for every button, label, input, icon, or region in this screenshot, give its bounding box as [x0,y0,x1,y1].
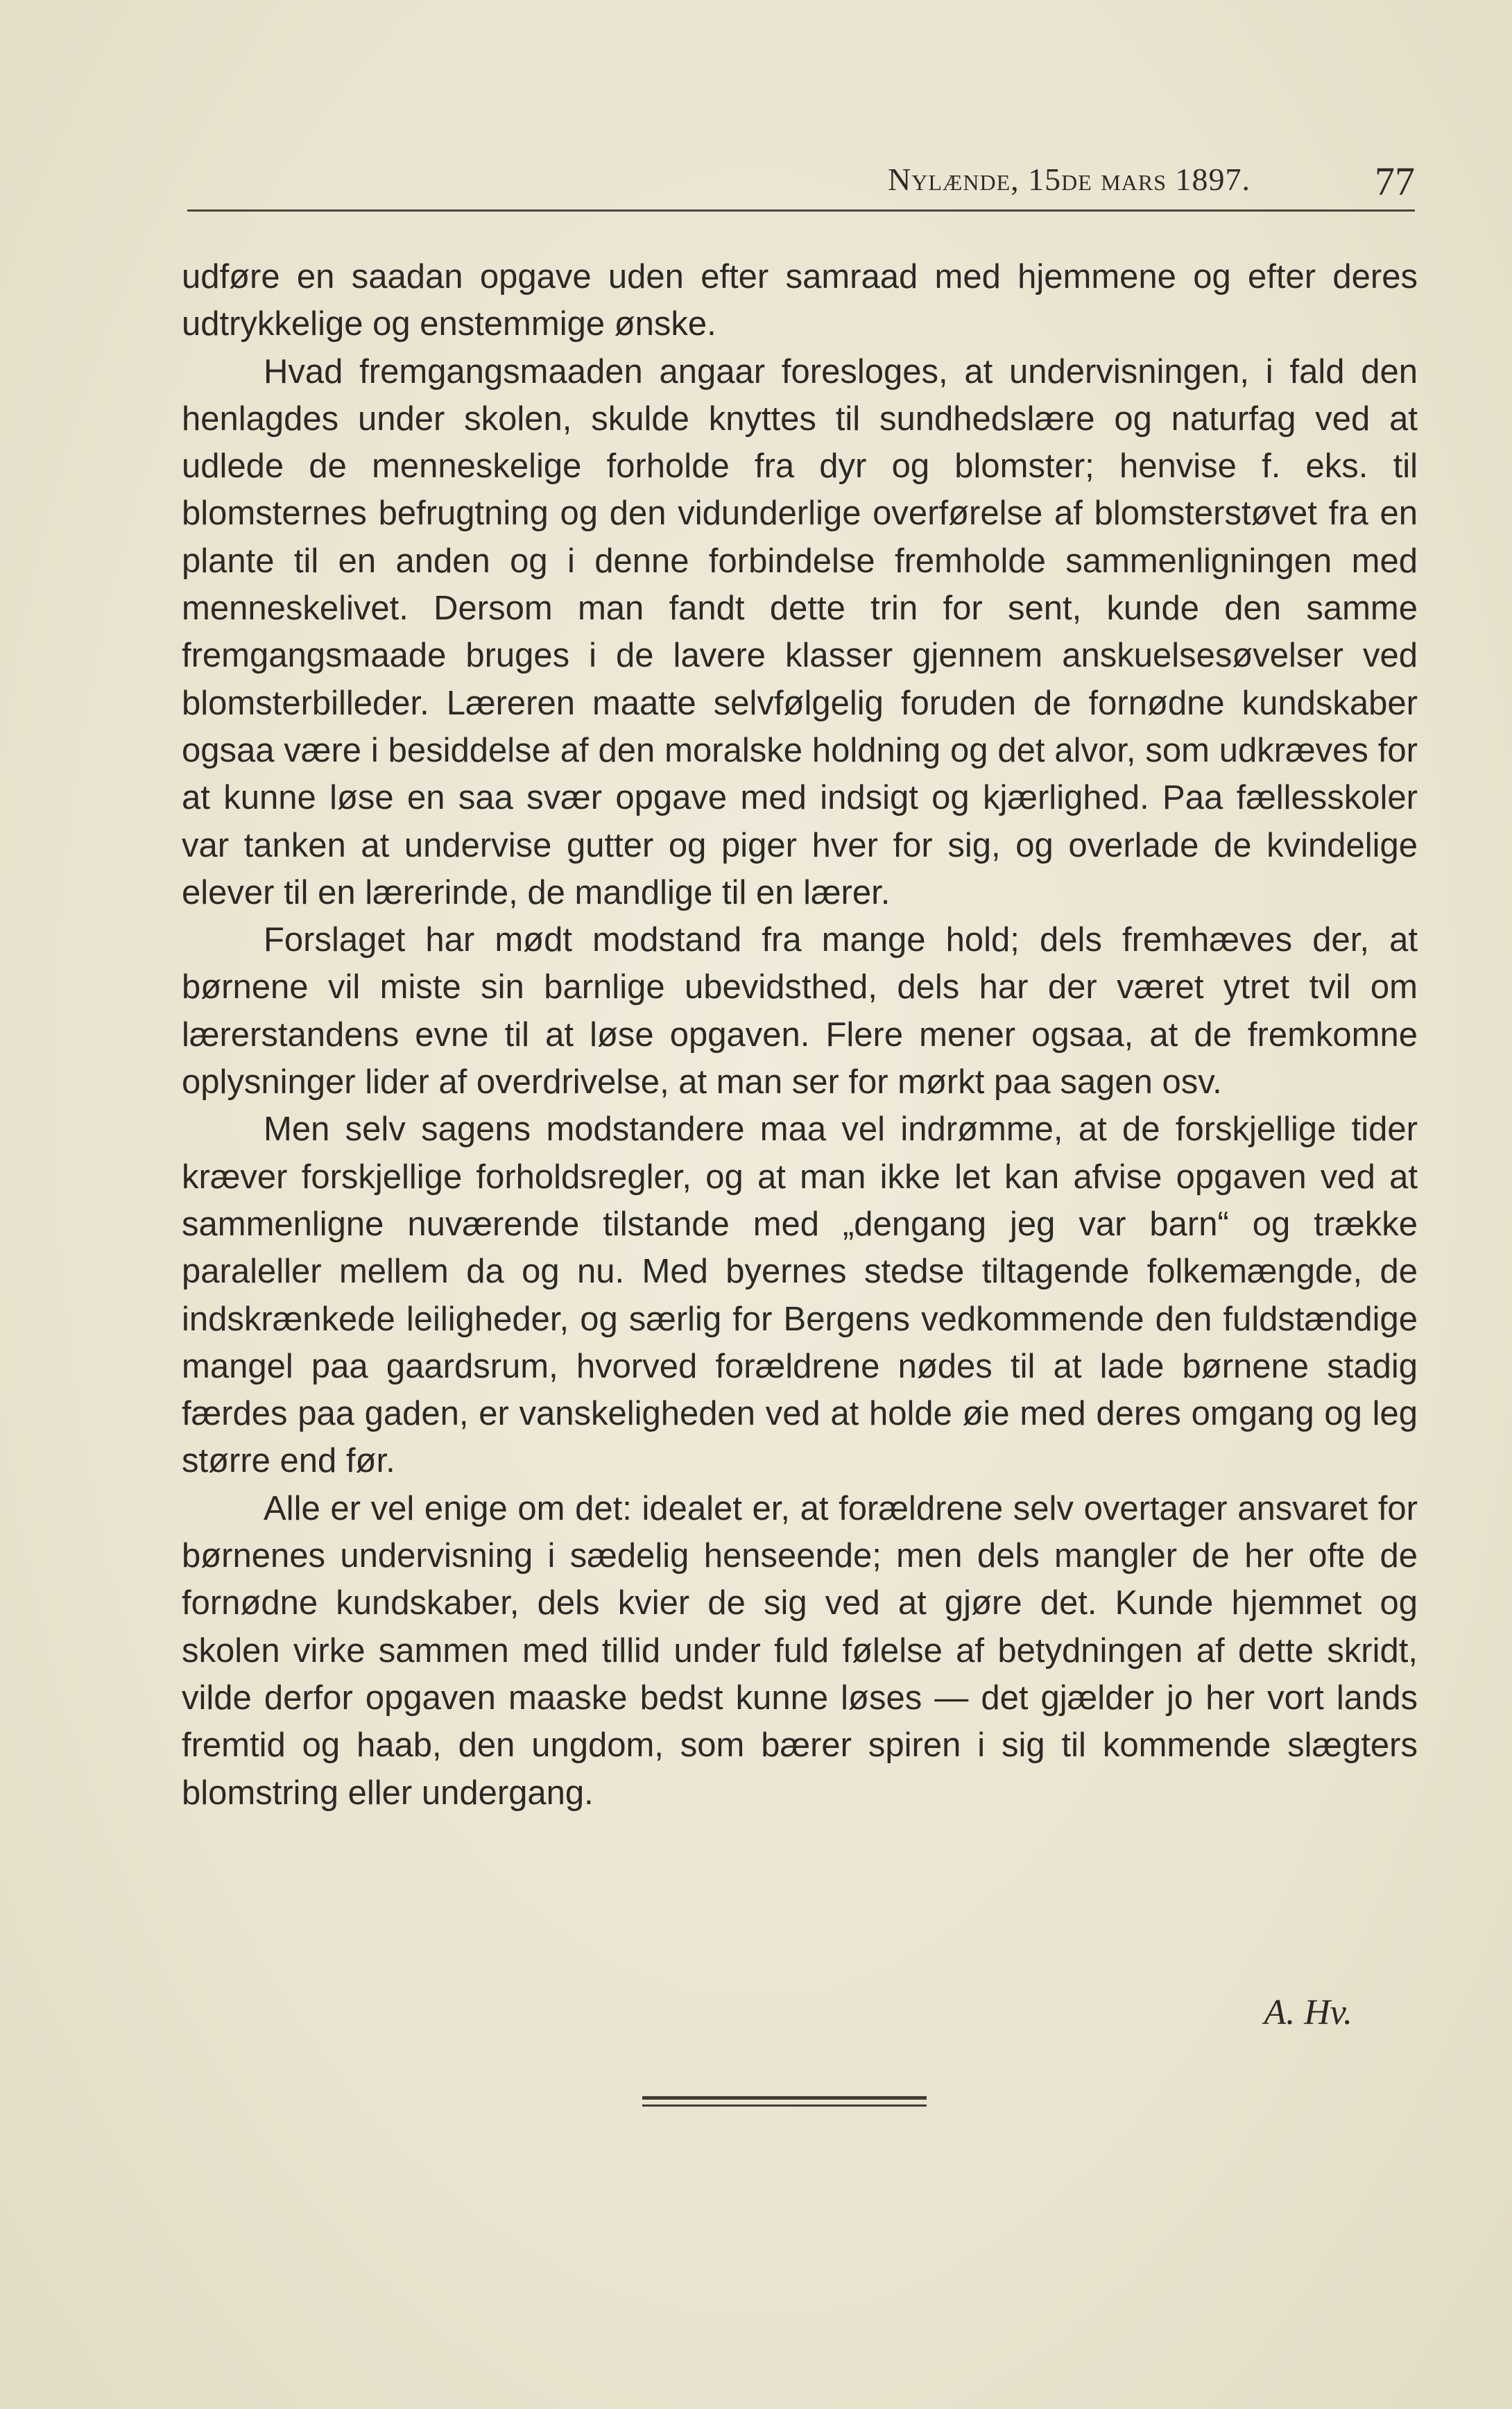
running-title: Nylænde, 15de mars 1897. [888,162,1251,197]
paragraph: Hvad fremgangsmaaden angaar foresloges, at undervisningen, i fald den henlagdes under skolen, skulde knyttes til sundhedslære og naturfag ved at udlede de menneskelige forholde fra dyr og blomster; henvise f. eks. til blomsternes befrugtning og den vidunderlige overførelse af blomsterstøvet fra en plante til en anden og i denne forbindelse fremholde sammenligningen med menneskelivet. Dersom man fandt dette trin for sent, kunde den samme fremgangsmaade bruges i de lavere klasser gjennem anskuelsesøvelser ved blomsterbilleder. Læreren maatte selvfølgelig foruden de fornødne kundskaber ogsaa være i besiddelse af den moralske holdning og det alvor, som udkræves for at kunne løse en saa svær opgave med indsigt og kjærlighed. Paa fællesskoler var tanken at undervise gutter og piger hver for sig, og overlade de kvindelige elever til en lærerinde, de mandlige til en lærer. [182,352,1418,911]
header-rule [187,209,1415,212]
paragraph: Men selv sagens modstandere maa vel indrømme, at de forskjellige tider kræver forskjellige forholdsregler, og at man ikke let kan afvise opgaven ved at sammenligne nuværende tilstande med „dengang jeg var barn“ og trække paraleller mellem da og nu. Med byernes stedse tiltagende folkemængde, de indskrænkede leiligheder, og særlig for Bergens vedkommende den fuldstændige mangel paa gaardsrum, hvorved forældrene nødes til at lade børnene stadig færdes paa gaden, er vanskeligheden ved at holde øie med deres omgang og leg større end før. [182,1111,1418,1480]
end-rule-thin [642,2104,927,2107]
article-body [182,253,1418,1817]
author-signature: A. Hv. [1264,1993,1352,2032]
paragraph: Forslaget har mødt modstand fra mange hold; dels fremhæves der, at børnene vil miste sin barnlige ubevidsthed, dels har der været ytret tvil om lærerstandens evne til at løse opgaven. Flere mener ogsaa, at de fremkomne oplysninger lider af overdrivelse, at man ser for mørkt paa sagen osv. [182,921,1418,1101]
paragraph-continuation: udføre en saadan opgave uden efter samraad med hjemmene og efter deres udtrykkelige og enstemmige ønske. [182,258,1418,343]
page-number: 77 [1375,159,1415,204]
end-rule-thick [642,2096,927,2100]
running-header [186,158,1415,207]
paragraph: Alle er vel enige om det: idealet er, at forældrene selv overtager ansvaret for børnenes undervisning i sædelig henseende; men dels mangler de her ofte de fornødne kundskaber, dels kvier de sig ved at gjøre det. Kunde hjemmet og skolen virke sammen med tillid under fuld følelse af betydningen af dette skridt, vilde derfor opgaven maaske bedst kunne løses — det gjælder jo her vort lands fremtid og haab, den ungdom, som bærer spiren i sig til kommende slægters blomstring eller undergang. [182,1489,1418,1812]
